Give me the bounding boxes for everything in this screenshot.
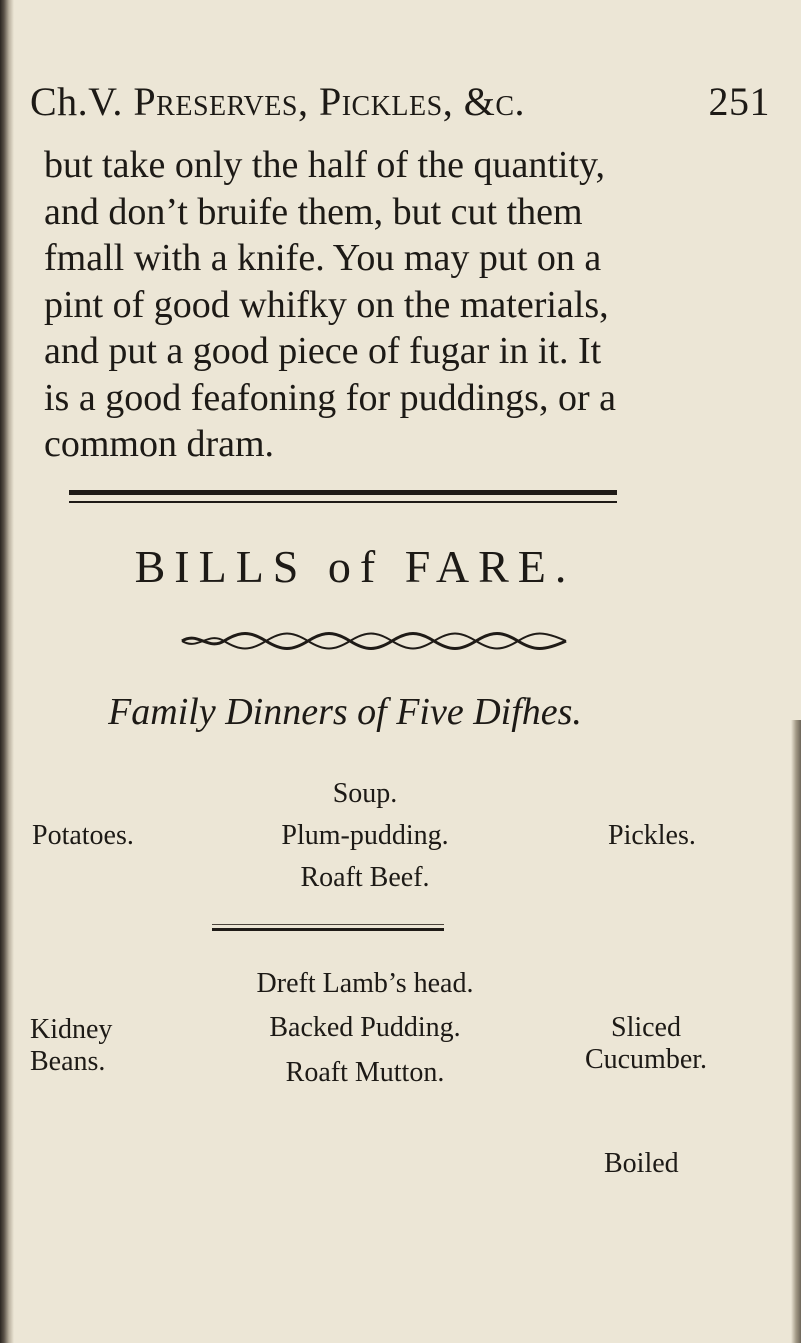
decorative-border-ornament — [180, 630, 568, 652]
dinner-one-right: Pickles. — [608, 820, 696, 851]
running-title: Preserves, Pickles, &c. — [133, 79, 525, 124]
dinner-one-top: Soup. — [332, 778, 398, 809]
dinner-two-right-line1: Sliced — [611, 1012, 681, 1043]
menu-divider — [212, 928, 444, 931]
body-line: fmall with a knife. You may put on a — [44, 237, 602, 279]
double-rule-heavy — [69, 490, 617, 495]
catchword: Boiled — [604, 1148, 679, 1179]
dinner-two-right-line2: Cucumber. — [584, 1044, 708, 1075]
body-line: and put a good piece of fugar in it. It — [44, 330, 602, 372]
body-line: but take only the half of the quantity, — [44, 144, 606, 186]
dinner-two-left-line1: Kidney — [30, 1014, 113, 1045]
dinner-one-middle: Plum-pudding. — [281, 820, 449, 851]
body-line: common dram. — [44, 423, 275, 465]
dinner-two-bottom: Roaft Mutton. — [285, 1057, 445, 1088]
dinner-two-middle: Backed Pudding. — [269, 1012, 461, 1043]
dinner-two-left-line2: Beans. — [30, 1046, 106, 1077]
bills-of-fare-heading: BILLS of FARE. — [134, 541, 576, 592]
body-line: is a good feafoning for puddings, or a — [44, 376, 616, 419]
menu-divider-thin — [212, 924, 444, 925]
dinner-one-left: Potatoes. — [32, 820, 134, 851]
page-number: 251 — [708, 79, 770, 124]
body-line: and don’t bruife them, but cut them — [44, 190, 583, 233]
chapter-label: Ch.V. — [30, 79, 123, 124]
running-head — [30, 78, 770, 124]
page-gutter-shadow — [0, 0, 14, 1343]
page-edge-shadow — [791, 720, 801, 1343]
dinner-two-right — [580, 1012, 712, 1076]
dinner-one-bottom: Roaft Beef. — [300, 862, 430, 893]
double-rule-light — [69, 501, 617, 503]
family-dinners-heading: Family Dinners of Five Difhes. — [108, 691, 582, 733]
dinner-two-top: Dreft Lamb’s head. — [256, 968, 474, 999]
dinner-two-left — [30, 1014, 112, 1078]
body-line: pint of good whifky on the materials, — [44, 283, 609, 326]
body-paragraph — [44, 142, 764, 468]
